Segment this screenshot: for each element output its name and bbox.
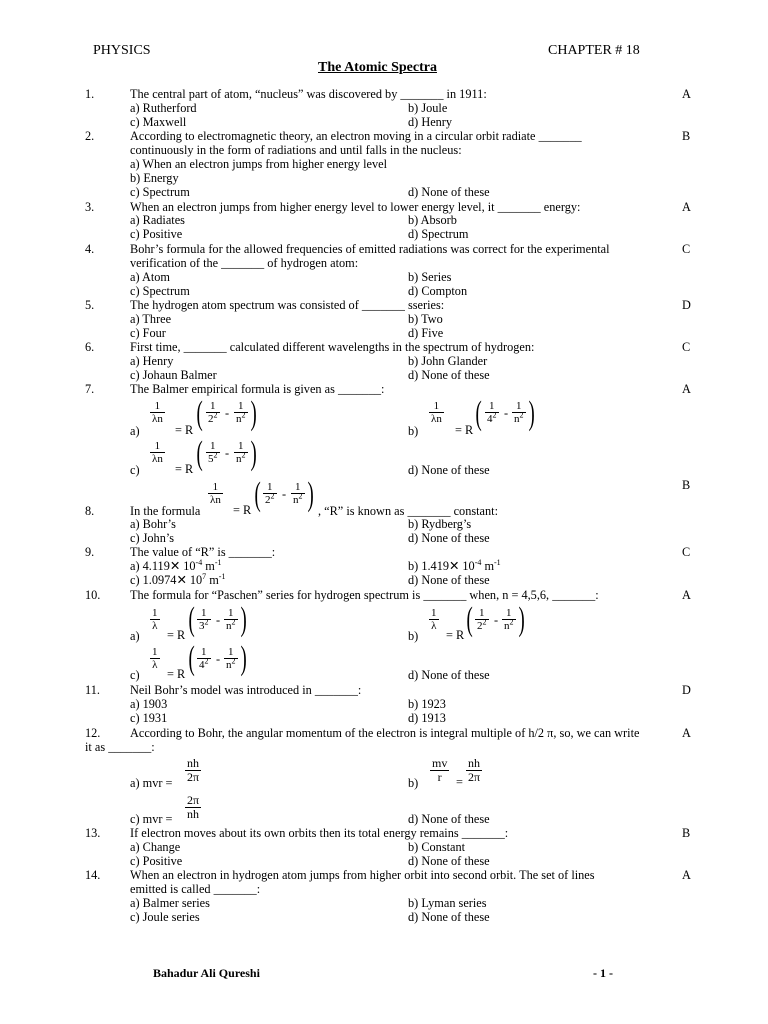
formula-term: $\frac{1}{5^2}$	[208, 440, 218, 465]
answer-key: A	[682, 726, 691, 740]
formula-term: $\frac{1}{3^2}$	[199, 607, 209, 632]
option-a: a) Henry	[130, 354, 174, 368]
formula-equals: = R	[167, 628, 186, 642]
option-d: d) None of these	[408, 185, 490, 199]
open-paren: (	[466, 601, 473, 638]
option-b: b)	[408, 629, 419, 643]
question-number: 8.	[85, 504, 95, 518]
option-b: b) Series	[408, 270, 452, 284]
formula-equals: = R	[446, 628, 465, 642]
formula-term: $\frac{1}{2^2}$	[208, 400, 218, 425]
question-number: 9.	[85, 545, 95, 559]
option-b: b) Lyman series	[408, 896, 487, 910]
formula-term: $\frac{1}{n^2}$	[504, 607, 514, 632]
option-c: c) John’s	[130, 531, 175, 545]
option-c: c) Johaun Balmer	[130, 368, 217, 382]
question-number: 5.	[85, 298, 95, 312]
option-c: c)	[130, 668, 140, 682]
close-paren: )	[528, 395, 535, 432]
option-b: b) 1923	[408, 697, 446, 711]
option-a: a) Balmer series	[130, 896, 210, 910]
option-d: d) None of these	[408, 531, 490, 545]
formula-fraction: $\frac{1}{\lambda}$	[152, 607, 158, 632]
option-a: a) Change	[130, 840, 181, 854]
question-text-cont: continuously in the form of radiations and until falls in the nucleus:	[130, 143, 462, 157]
question-text: When an electron in hydrogen atom jumps from higher orbit into second orbit. The set of lines	[130, 868, 595, 882]
question-text: According to Bohr, the angular momentum of the electron is integral multiple of h/2 π, so, we can write	[130, 726, 640, 740]
question-number: 4.	[85, 242, 95, 256]
option-c: c) Spectrum	[130, 284, 190, 298]
option-c: c) mvr =	[130, 812, 173, 826]
answer-key: D	[682, 683, 691, 697]
option-c: c) 1.0974✕ $10^7$ $m^{-1}$	[130, 571, 226, 587]
formula-term: $\frac{1}{n^2}$	[236, 400, 246, 425]
minus-sign: -	[282, 487, 287, 501]
formula-fraction: $\frac{nh}{2\pi}$	[468, 756, 481, 784]
open-paren: (	[196, 435, 203, 472]
question-number: 2.	[85, 129, 95, 143]
formula-equals: = R	[455, 423, 474, 437]
question-text-cont: verification of the _______ of hydrogen atom:	[130, 256, 359, 270]
question-number: 6.	[85, 340, 95, 354]
formula-equals: = R	[167, 667, 186, 681]
option-d: d) Five	[408, 326, 444, 340]
option-b: b)	[408, 776, 419, 790]
answer-key: B	[682, 826, 691, 840]
question-text: The hydrogen atom spectrum was consisted of _______ sseries:	[130, 298, 445, 312]
option-d: d) None of these	[408, 854, 490, 868]
option-a: a) When an electron jumps from higher energy level	[130, 157, 388, 171]
formula-fraction: $\frac{1}{\lambda n}$	[210, 481, 221, 506]
formula-term: $\frac{1}{4^2}$	[487, 400, 497, 425]
page-number: - 1 -	[593, 966, 613, 980]
question-text: Neil Bohr’s model was introduced in _______:	[130, 683, 362, 697]
question-number: 14.	[85, 868, 101, 882]
answer-key: B	[682, 129, 691, 143]
minus-sign: -	[494, 613, 499, 627]
question-text: If electron moves about its own orbits then its total energy remains _______:	[130, 826, 509, 840]
open-paren: (	[188, 601, 195, 638]
option-c: c) Maxwell	[130, 115, 187, 129]
option-a: a) mvr =	[130, 776, 173, 790]
option-b: b) Two	[408, 312, 443, 326]
minus-sign: -	[504, 406, 509, 420]
question-text: The formula for “Paschen” series for hydrogen spectrum is _______ when, n = 4,5,6, _______:	[130, 588, 599, 602]
option-a: a) Radiates	[130, 213, 185, 227]
answer-key: A	[682, 200, 691, 214]
question-number: 10.	[85, 588, 101, 602]
option-d: d) None of these	[408, 668, 490, 682]
question-number: 13.	[85, 826, 101, 840]
option-a: a) Atom	[130, 270, 170, 284]
option-a: a) Bohr’s	[130, 517, 176, 531]
question-text: In the formula	[130, 504, 201, 518]
question-text: According to electromagnetic theory, an electron moving in a circular orbit radiate _______	[130, 129, 582, 143]
formula-term: $\frac{1}{4^2}$	[199, 646, 209, 671]
question-text: The Balmer empirical formula is given as _______:	[130, 382, 385, 396]
answer-key: D	[682, 298, 691, 312]
question-text: When an electron jumps from higher energy level to lower energy level, it _______ energy:	[130, 200, 581, 214]
answer-key: A	[682, 588, 691, 602]
option-a: a)	[130, 629, 140, 643]
close-paren: )	[240, 601, 247, 638]
option-c: c) Positive	[130, 854, 183, 868]
option-d: d) None of these	[408, 812, 490, 826]
page-title: The Atomic Spectra	[318, 60, 437, 75]
question-text-cont: it as _______:	[85, 740, 155, 754]
formula-term: $\frac{1}{n^2}$	[226, 646, 236, 671]
formula-term: $\frac{1}{n^2}$	[514, 400, 524, 425]
minus-sign: -	[216, 652, 221, 666]
close-paren: )	[307, 476, 314, 513]
formula-fraction: $\frac{1}{\lambda}$	[431, 607, 437, 632]
question-number: 12.	[85, 726, 101, 740]
question-number: 1.	[85, 87, 95, 101]
formula-fraction: $\frac{2\pi}{nh}$	[187, 793, 200, 821]
author-name: Bahadur Ali Qureshi	[153, 966, 260, 980]
formula-fraction: $\frac{1}{\lambda}$	[152, 646, 158, 671]
question-text-cont: emitted is called _______:	[130, 882, 261, 896]
option-a: a) 4.119✕ $10^{-4}$ $m^{-1}$	[130, 557, 222, 573]
question-text-cont: , “R” is known as _______ constant:	[318, 504, 498, 518]
question-text: First time, _______ calculated different wavelengths in the spectrum of hydrogen:	[130, 340, 535, 354]
option-b: b) John Glander	[408, 354, 488, 368]
option-c: c) Positive	[130, 227, 183, 241]
open-paren: (	[254, 476, 261, 513]
option-d: d) Spectrum	[408, 227, 469, 241]
option-d: d) Compton	[408, 284, 468, 298]
option-b: b)	[408, 424, 419, 438]
option-d: d) None of these	[408, 573, 490, 587]
minus-sign: -	[216, 613, 221, 627]
open-paren: (	[475, 395, 482, 432]
option-b: b) 1.419✕ $10^{-4}$ $m^{-1}$	[408, 557, 501, 573]
option-b: b) Rydberg’s	[408, 517, 472, 531]
formula-equals: = R	[175, 462, 194, 476]
close-paren: )	[240, 640, 247, 677]
formula-fraction: $\frac{nh}{2\pi}$	[187, 756, 200, 784]
formula-term: $\frac{1}{n^2}$	[236, 440, 246, 465]
option-d: d) Henry	[408, 115, 453, 129]
option-a: a) Rutherford	[130, 101, 197, 115]
formula-fraction: $\frac{mv}{r}$	[432, 756, 448, 784]
question-number: 7.	[85, 382, 95, 396]
option-d: d) None of these	[408, 910, 490, 924]
close-paren: )	[250, 395, 257, 432]
answer-key: A	[682, 868, 691, 882]
answer-key: C	[682, 242, 691, 256]
answer-key: B	[682, 478, 691, 492]
question-number: 11.	[85, 683, 100, 697]
formula-term: $\frac{1}{n^2}$	[293, 481, 303, 506]
formula-term: $\frac{1}{n^2}$	[226, 607, 236, 632]
minus-sign: -	[225, 406, 230, 420]
option-b: b) Constant	[408, 840, 466, 854]
option-b: b) Absorb	[408, 213, 457, 227]
option-c: c) Joule series	[130, 910, 200, 924]
option-a: a) Three	[130, 312, 172, 326]
close-paren: )	[250, 435, 257, 472]
option-b: b) Joule	[408, 101, 448, 115]
option-b: b) Energy	[130, 171, 179, 185]
formula-fraction: $\frac{1}{\lambda n}$	[152, 400, 163, 425]
minus-sign: -	[225, 446, 230, 460]
option-a: a) 1903	[130, 697, 168, 711]
close-paren: )	[518, 601, 525, 638]
option-c: c) Four	[130, 326, 166, 340]
question-text: Bohr’s formula for the allowed frequencies of emitted radiations was correct for the experimental	[130, 242, 610, 256]
option-d: d) 1913	[408, 711, 446, 725]
formula-equals: = R	[233, 503, 252, 517]
question-number: 3.	[85, 200, 95, 214]
answer-key: A	[682, 382, 691, 396]
question-text: The value of “R” is _______:	[130, 545, 276, 559]
formula-fraction: $\frac{1}{\lambda n}$	[431, 400, 442, 425]
question-text: The central part of atom, “nucleus” was discovered by _______ in 1911:	[130, 87, 487, 101]
option-a: a)	[130, 424, 140, 438]
answer-key: A	[682, 87, 691, 101]
option-c: c) Spectrum	[130, 185, 190, 199]
subject-label: PHYSICS	[93, 43, 151, 58]
formula-equals: =	[456, 775, 463, 789]
option-d: d) None of these	[408, 368, 490, 382]
chapter-label: CHAPTER # 18	[548, 43, 640, 58]
open-paren: (	[196, 395, 203, 432]
option-c: c) 1931	[130, 711, 168, 725]
formula-term: $\frac{1}{2^2}$	[477, 607, 487, 632]
option-c: c)	[130, 463, 140, 477]
formula-equals: = R	[175, 423, 194, 437]
option-d: d) None of these	[408, 463, 490, 477]
formula-term: $\frac{1}{2^2}$	[265, 481, 275, 506]
open-paren: (	[188, 640, 195, 677]
answer-key: C	[682, 340, 691, 354]
answer-key: C	[682, 545, 691, 559]
formula-fraction: $\frac{1}{\lambda n}$	[152, 440, 163, 465]
